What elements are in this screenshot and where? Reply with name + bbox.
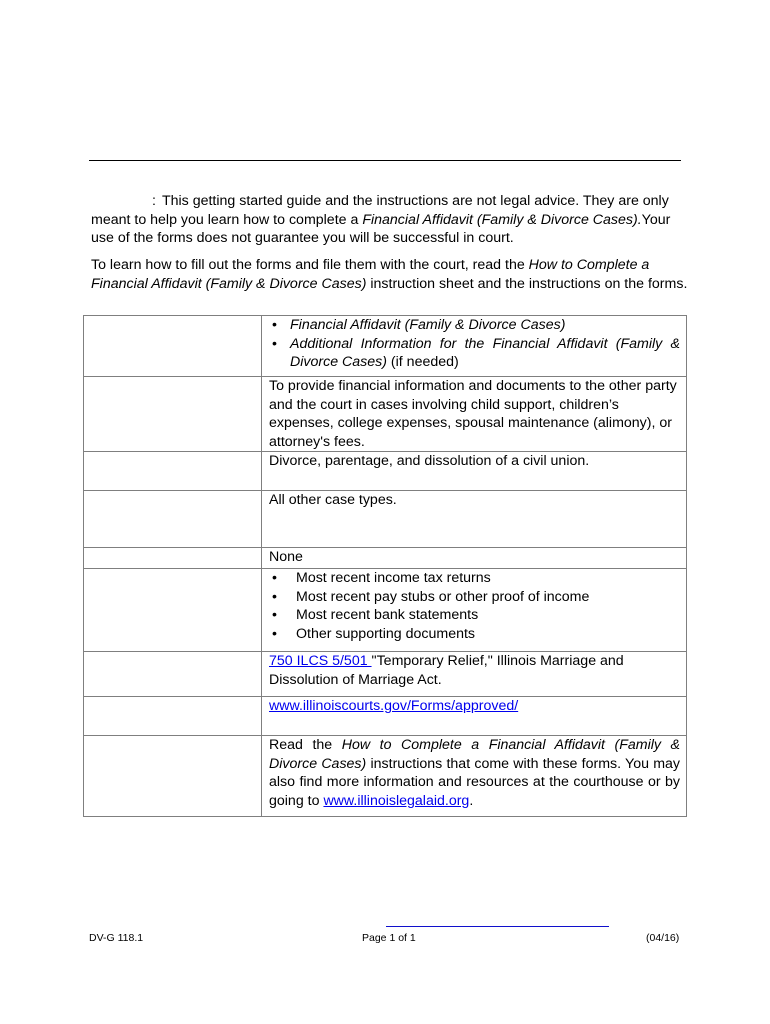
revision-date: (04/16) xyxy=(646,932,680,944)
row-label-cell xyxy=(84,452,262,491)
more-info-end: . xyxy=(469,792,474,809)
documents-cell xyxy=(262,569,687,652)
list-item: • Other supporting documents xyxy=(269,625,680,644)
table-row-documents xyxy=(84,569,687,652)
disclaimer-text-2: Your use of the forms does not guarantee you will be successful in court. xyxy=(91,211,671,246)
law-cell xyxy=(262,652,687,697)
page-number: Page 1 of 1 xyxy=(362,932,416,944)
footer-link-line xyxy=(386,926,609,927)
statute-link[interactable]: 750 ILCS 5/501 xyxy=(269,653,372,669)
table-row-more-info xyxy=(84,736,687,817)
statute-text: "Temporary Relief," Illinois Marriage and Dissolution of Marriage Act. xyxy=(269,653,624,688)
other-case-types-cell: All other case types. xyxy=(262,491,687,548)
table-row-forms xyxy=(84,316,687,377)
list-item: • Most recent income tax returns xyxy=(269,569,680,588)
list-item xyxy=(269,335,680,372)
case-types-cell: Divorce, parentage, and dissolution of a civil union. xyxy=(262,452,687,491)
fee-cell: None xyxy=(262,548,687,569)
more-info-text-2: instructions that come with these forms. You may also find more information and resources at the courthouse or by going to xyxy=(269,755,680,809)
table-row-fee xyxy=(84,548,687,569)
table-row-law xyxy=(84,652,687,697)
table-row-purpose xyxy=(84,377,687,452)
form-title: Additional Information for the Financial Affidavit (Family & Divorce Cases) xyxy=(290,335,680,370)
disclaimer-text: This getting started guide and the instructions are not legal advice. They are only meant to help you learn how to complete a xyxy=(91,193,669,228)
row-label-cell xyxy=(84,736,262,817)
title-rule xyxy=(89,160,681,161)
forms-list xyxy=(269,316,680,372)
form-code: DV-G 118.1 xyxy=(89,932,144,944)
row-label-cell xyxy=(84,569,262,652)
learn-paragraph xyxy=(91,256,691,293)
learn-text: To learn how to fill out the forms and file them with the court, read the xyxy=(91,257,529,273)
instruction-sheet-name: How to Complete a Financial Affidavit (Family & Divorce Cases) xyxy=(91,257,650,292)
row-label-cell xyxy=(84,377,262,452)
row-label-cell xyxy=(84,491,262,548)
list-item xyxy=(269,316,680,335)
more-info-cell xyxy=(262,736,687,817)
disclaimer-paragraph xyxy=(91,192,691,248)
form-name: Financial Affidavit (Family & Divorce Cases). xyxy=(362,211,642,228)
forms-url-cell xyxy=(262,697,687,736)
form-title: Financial Affidavit (Family & Divorce Cases) xyxy=(290,317,566,333)
list-item: • Most recent pay stubs or other proof of income xyxy=(269,588,680,607)
learn-text-2: instruction sheet and the instructions on the forms. xyxy=(366,275,688,292)
purpose-cell: To provide financial information and documents to the other party and the court in cases involving child support, children’s expenses, college expenses, spousal maintenance (alimony), or attorney's fees. xyxy=(262,377,687,452)
instructions-title: How to Complete a Financial Affidavit (Family & Divorce Cases) xyxy=(269,737,680,772)
list-item: • Most recent bank statements xyxy=(269,606,680,625)
disclaimer-colon: : xyxy=(152,193,156,209)
row-label-cell xyxy=(84,697,262,736)
form-suffix: (if needed) xyxy=(386,354,459,370)
row-label-cell xyxy=(84,548,262,569)
more-info-text: Read the xyxy=(269,737,342,753)
forms-website-link[interactable]: www.illinoiscourts.gov/Forms/approved/ xyxy=(269,698,519,714)
documents-list xyxy=(269,569,680,643)
table-row-other-case-types xyxy=(84,491,687,548)
forms-cell xyxy=(262,316,687,377)
row-label-cell xyxy=(84,652,262,697)
table-row-case-types xyxy=(84,452,687,491)
table-row-forms-url xyxy=(84,697,687,736)
legal-aid-link[interactable]: www.illinoislegalaid.org xyxy=(323,792,470,809)
info-table xyxy=(83,315,687,817)
row-label-cell xyxy=(84,316,262,377)
